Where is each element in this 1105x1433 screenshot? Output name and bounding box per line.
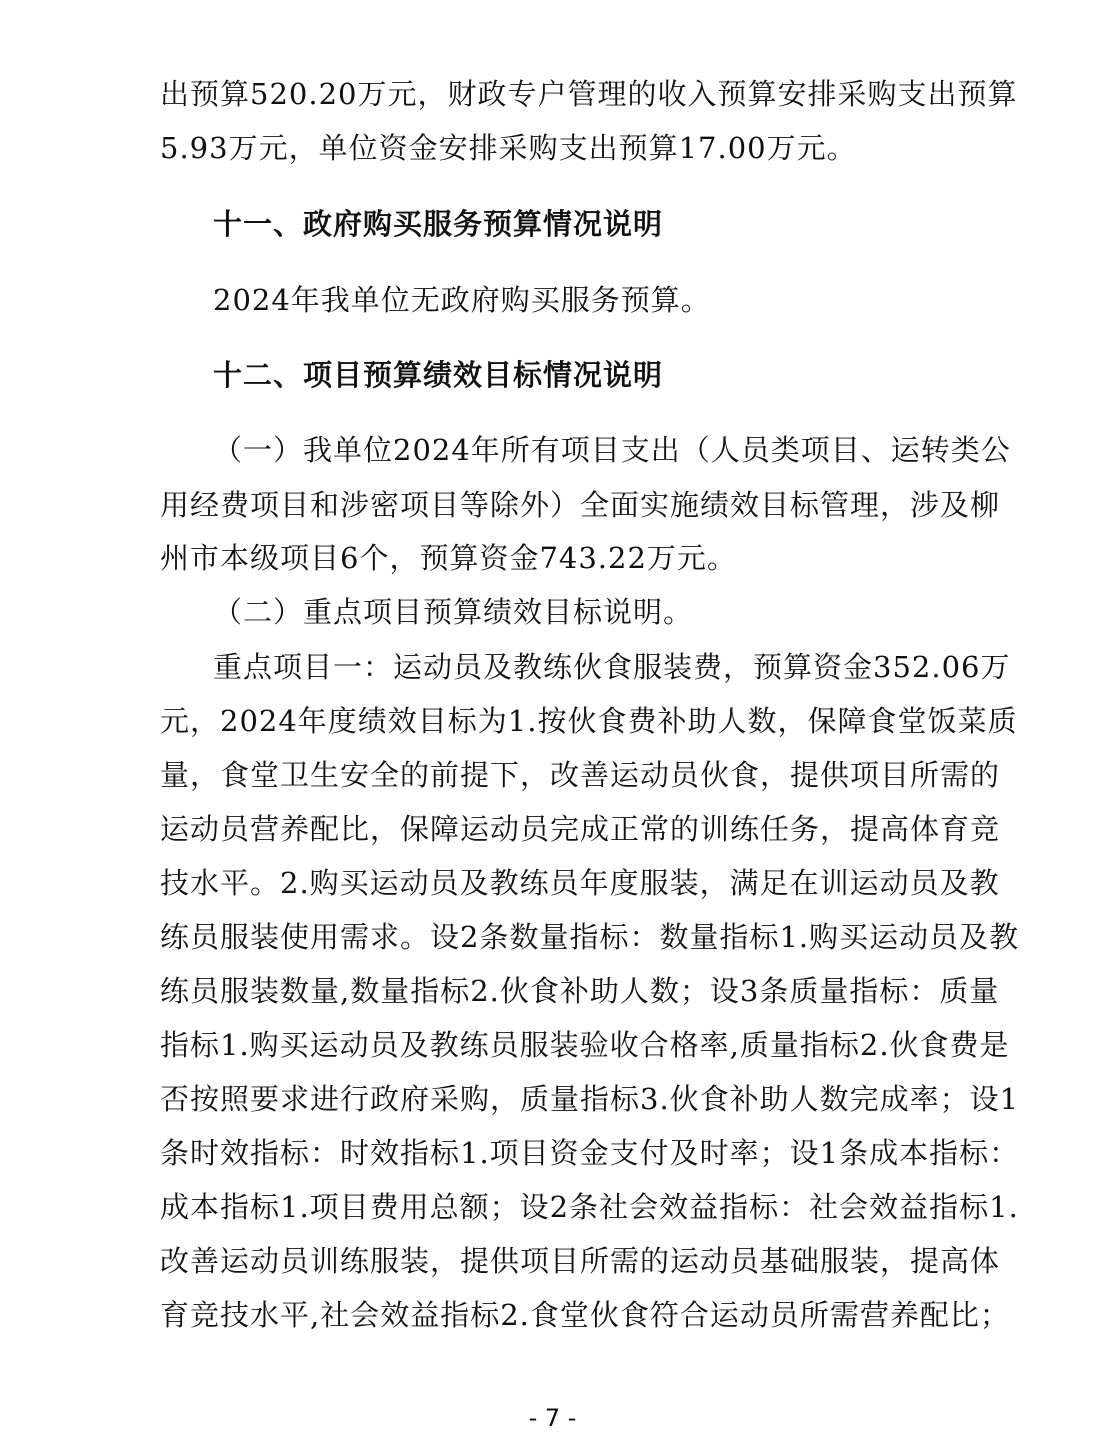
body-line: 改善运动员训练服装，提供项目所需的运动员基础服装，提高体 xyxy=(160,1244,1001,1278)
body-line: 练员服装数量,数量指标2.伙食补助人数；设3条质量指标：质量 xyxy=(160,974,1000,1008)
body-line: 用经费项目和涉密项目等除外）全面实施绩效目标管理，涉及柳 xyxy=(160,488,1001,522)
body-line: 育竞技水平,社会效益指标2.食堂伙食符合运动员所需营养配比； xyxy=(160,1298,1010,1332)
section-heading-12: 十二、项目预算绩效目标情况说明 xyxy=(213,358,664,392)
body-line: 否按照要求进行政府采购，质量指标3.伙食补助人数完成率；设1 xyxy=(160,1082,1020,1116)
body-line: （一）我单位2024年所有项目支出（人员类项目、运转类公 xyxy=(213,433,1011,467)
body-line: 运动员营养配比，保障运动员完成正常的训练任务，提高体育竞 xyxy=(160,812,1001,846)
body-line: 条时效指标：时效指标1.项目资金支付及时率；设1条成本指标： xyxy=(160,1136,1020,1170)
body-line: （二）重点项目预算绩效目标说明。 xyxy=(213,595,694,629)
body-line: 出预算520.20万元，财政专户管理的收入预算安排采购支出预算 xyxy=(160,77,1018,111)
body-line: 技水平。2.购买运动员及教练员年度服装，满足在训运动员及教 xyxy=(160,866,1000,900)
body-line: 2024年我单位无政府购买服务预算。 xyxy=(213,283,711,317)
body-line: 指标1.购买运动员及教练员服装验收合格率,质量指标2.伙食费是 xyxy=(160,1028,1010,1062)
page-number: - 7 - xyxy=(528,1404,577,1432)
section-heading-11: 十一、政府购买服务预算情况说明 xyxy=(213,207,664,241)
body-line: 元，2024年度绩效目标为1.按伙食费补助人数，保障食堂饭菜质 xyxy=(160,704,1018,738)
body-line: 成本指标1.项目费用总额；设2条社会效益指标：社会效益指标1. xyxy=(160,1190,1019,1224)
body-line: 量，食堂卫生安全的前提下，改善运动员伙食，提供项目所需的 xyxy=(160,758,1001,792)
body-line: 重点项目一：运动员及教练伙食服装费，预算资金352.06万 xyxy=(213,650,1011,684)
body-line: 州市本级项目6个，预算资金743.22万元。 xyxy=(160,541,737,575)
body-line: 5.93万元，单位资金安排采购支出预算17.00万元。 xyxy=(160,131,857,165)
body-line: 练员服装使用需求。设2条数量指标：数量指标1.购买运动员及教 xyxy=(160,920,1020,954)
